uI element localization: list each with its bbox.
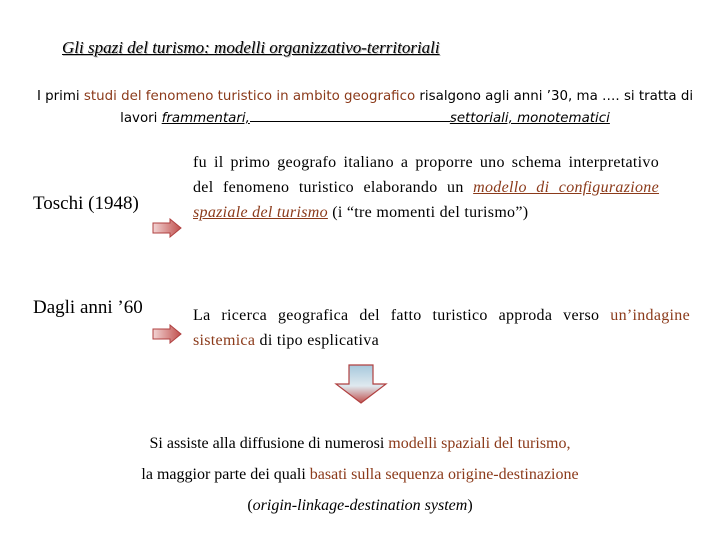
arrow-right-icon (152, 218, 182, 238)
conclusion-text-1: Si assiste alla diffusione di numerosi (149, 435, 389, 452)
conclusion-models: modelli spaziali del turismo, (388, 435, 571, 452)
intro-highlight: studi del fenomeno turistico in ambito geografico (83, 89, 416, 104)
conclusion-sequence: basati sulla sequenza origine-destinazione (309, 466, 579, 483)
sixties-label: Dagli anni ’60 (33, 297, 143, 318)
arrow-right-icon (152, 324, 182, 344)
intro-paragraph (30, 86, 700, 130)
toschi-model: modello di configurazione spaziale del turismo (193, 179, 660, 221)
arrow-down-icon (334, 364, 388, 404)
conclusion-paragraph (40, 428, 680, 521)
intro-sectorial: settoriali, monotematici (449, 111, 610, 126)
conclusion-line-3: (origin-linkage-destination system) (247, 497, 473, 514)
sixties-text-1: La ricerca geografica del fatto turistico approda verso (193, 307, 611, 324)
conclusion-text-2: la maggior parte dei quali (141, 466, 310, 483)
sixties-systemic: un’indagine sistemica (193, 307, 690, 349)
conclusion-system: origin-linkage-destination system (252, 497, 468, 514)
toschi-label: Toschi (1948) (33, 193, 139, 214)
page-title: Gli spazi del turismo: modelli organizzativo-territoriali (62, 38, 440, 57)
intro-fragmentary: frammentari, (161, 111, 250, 126)
intro-text-2: risalgono agli anni ’30, ma …. si tratta di lavori (120, 89, 694, 126)
toschi-text-2: (i “tre momenti del turismo”) (327, 204, 529, 221)
toschi-text-1: fu il primo geografo italiano a proporre uno schema interpretativo del fenomeno turistico elaborando un (193, 154, 659, 196)
intro-text-1: I primi (36, 89, 84, 104)
sixties-description (193, 303, 690, 353)
toschi-description (193, 150, 659, 225)
intro-underline-gap (250, 120, 450, 122)
sixties-text-2: di tipo esplicativa (255, 332, 379, 349)
conclusion-line-1 (40, 428, 680, 459)
conclusion-line-2 (40, 459, 680, 490)
